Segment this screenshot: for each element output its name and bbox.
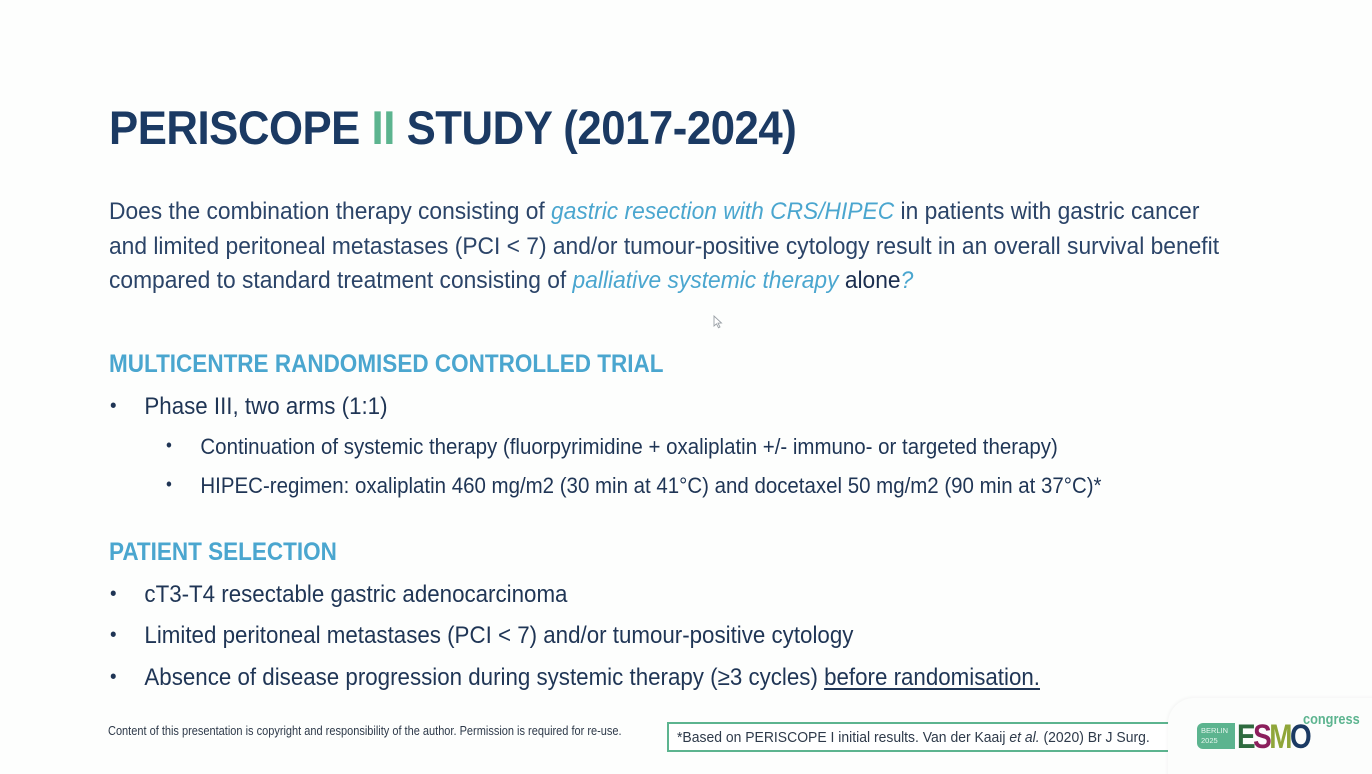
esmo-congress-logo — [1197, 711, 1367, 756]
logo-letter: S — [1253, 718, 1270, 756]
logo-year: 2025 — [1201, 736, 1218, 745]
bullet-icon: • — [166, 435, 172, 455]
logo-congress-text: congress — [1303, 711, 1360, 728]
list-item-text: HIPEC-regimen: oxaliplatin 460 mg/m2 (30 min at 41°C) and docetaxel 50 mg/m2 (90 min at 37°C)* — [200, 473, 1102, 498]
mouse-cursor-icon — [713, 315, 723, 329]
section-heading-patient-selection: PATIENT SELECTION — [109, 538, 337, 566]
footnote-box — [667, 722, 1177, 752]
title-text-part2: STUDY (2017-2024) — [394, 101, 797, 154]
footnote-text-post: (2020) Br J Surg. — [1039, 729, 1150, 746]
list-item-text: Limited peritoneal metastases (PCI < 7) and/or tumour-positive cytology — [144, 622, 854, 649]
logo-letter: M — [1269, 718, 1291, 756]
question-highlight-control: palliative systemic therapy — [572, 267, 839, 294]
title-roman-numeral: II — [371, 101, 395, 154]
list-item-text-underlined: before randomisation. — [824, 664, 1040, 691]
question-text: Does the combination therapy consisting of — [109, 198, 552, 225]
list-item-text-main: Absence of disease progression during systemic therapy (≥3 cycles) — [144, 664, 825, 691]
footnote-text-italic: et al. — [1009, 729, 1040, 746]
slide-title — [109, 100, 796, 155]
question-mark: ? — [900, 267, 914, 294]
logo-esmo-letters — [1237, 720, 1309, 754]
copyright-notice: Content of this presentation is copyright and responsibility of the author. Permission is required for re-use. — [108, 724, 622, 738]
question-text: in patients with gastric cancer and limited peritoneal metastases (PCI < 7) and/or tumour-positive cytology result in an overall survival benefit compared to standard treatment consisting of — [109, 198, 1220, 294]
list-item-text: Continuation of systemic therapy (fluorpyrimidine + oxaliplatin +/- immuno- or targeted therapy) — [200, 434, 1058, 459]
logo-city-badge — [1197, 723, 1235, 749]
logo-letter: E — [1237, 718, 1254, 756]
logo-city: BERLIN — [1201, 726, 1229, 735]
logo-letter: O — [1290, 718, 1310, 756]
bullet-icon: • — [110, 666, 117, 688]
footnote-text — [677, 729, 1150, 746]
footnote-text-pre: *Based on PERISCOPE I initial results. Van der Kaaij — [677, 729, 1010, 746]
list-item-text: cT3-T4 resectable gastric adenocarcinoma — [144, 581, 568, 608]
list-item-text — [144, 664, 1040, 692]
question-highlight-intervention: gastric resection with CRS/HIPEC — [551, 198, 895, 225]
research-question — [109, 195, 1225, 299]
bullet-icon: • — [110, 395, 117, 417]
question-text: alone — [838, 267, 901, 294]
bullet-icon: • — [110, 583, 117, 605]
title-text-part1: PERISCOPE — [109, 101, 372, 154]
bullet-icon: • — [166, 474, 172, 494]
list-item-text: Phase III, two arms (1:1) — [144, 393, 388, 420]
bullet-icon: • — [110, 624, 117, 646]
section-heading-trial-design: MULTICENTRE RANDOMISED CONTROLLED TRIAL — [109, 350, 664, 378]
